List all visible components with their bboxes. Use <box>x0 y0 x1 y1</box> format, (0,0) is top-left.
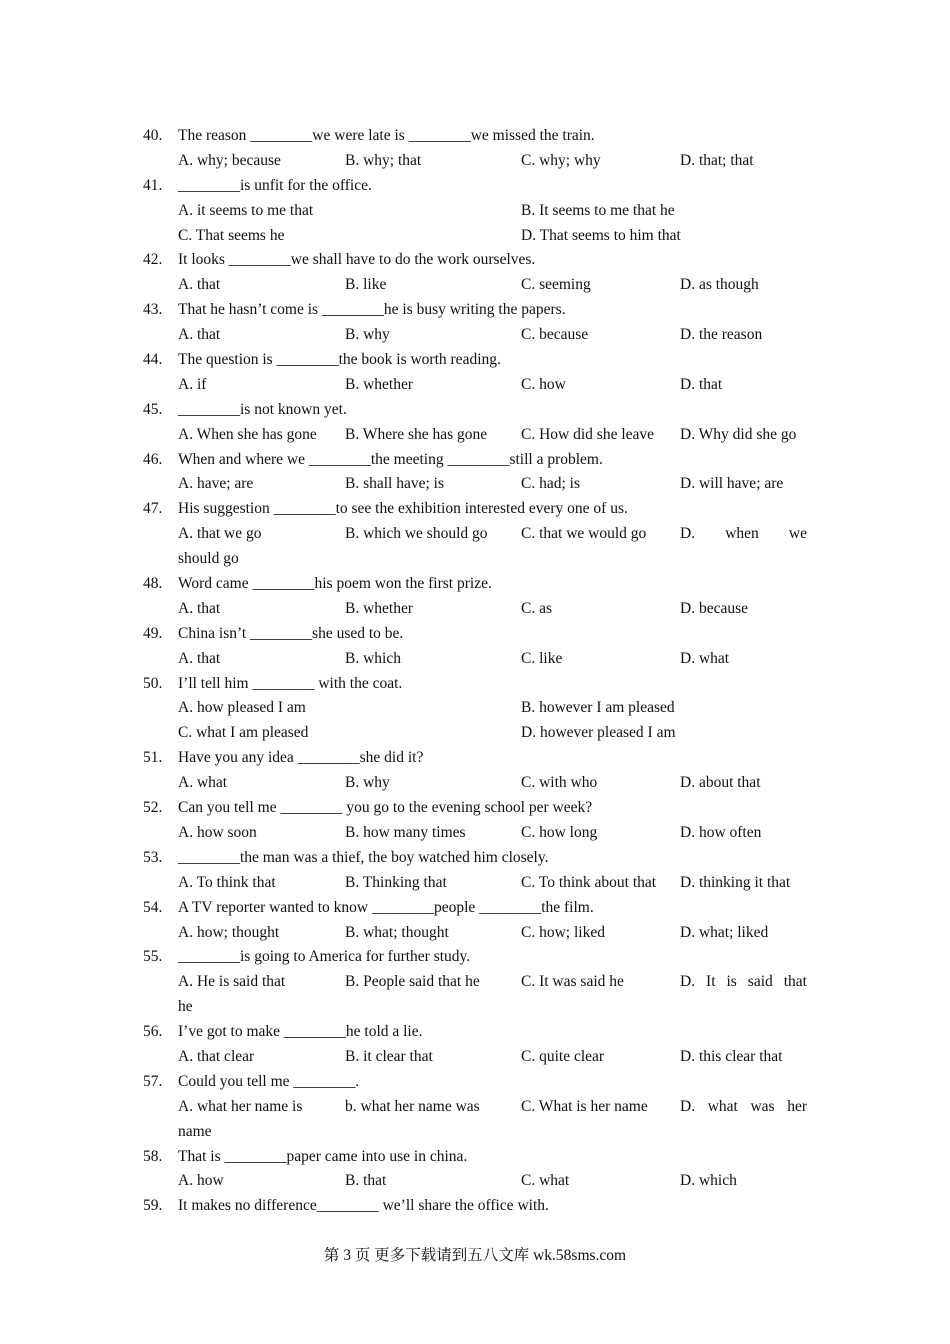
options-wrap-line <box>0 995 950 1020</box>
question-stem-line <box>0 1070 950 1095</box>
option-b: B. whether <box>345 375 414 393</box>
options-line <box>0 1045 950 1070</box>
option-d: D. this clear that <box>680 1047 783 1065</box>
question-number: 47. <box>143 500 163 518</box>
option-c: C. how <box>521 375 566 393</box>
option-c: C. how long <box>521 823 598 841</box>
options-line <box>0 1169 950 1194</box>
question-stem: That he hasn’t come is ________he is busy writing the papers. <box>178 301 566 319</box>
option-b: B. which <box>345 649 401 667</box>
option-a: A. how <box>178 1172 224 1190</box>
question-stem: It makes no difference________ we’ll share the office with. <box>178 1197 549 1215</box>
options-line <box>0 821 950 846</box>
option-a: A. He is said that <box>178 973 286 991</box>
option-b: b. what her name was <box>345 1097 480 1115</box>
question-stem: China isn’t ________she used to be. <box>178 624 404 642</box>
option-d: D. that <box>680 375 723 393</box>
option-b: B. however I am pleased <box>521 699 675 717</box>
options-line <box>0 970 950 995</box>
option-b: B. which we should go <box>345 525 488 543</box>
option-a: A. that <box>178 599 221 617</box>
question-number: 41. <box>143 176 163 194</box>
option-b: B. it clear that <box>345 1047 433 1065</box>
option-d: D. thinking it that <box>680 873 791 891</box>
question-stem: That is ________paper came into use in china. <box>178 1147 468 1165</box>
question-number: 43. <box>143 301 163 319</box>
question-stem: Word came ________his poem won the first prize. <box>178 575 492 593</box>
option-a: A. that <box>178 649 221 667</box>
question-stem: ________is not known yet. <box>178 400 347 418</box>
page-footer: 第 3 页 更多下载请到五八文库 wk.58sms.com <box>323 1247 627 1264</box>
option-d-word: when <box>725 525 759 543</box>
option-a-continued: he <box>178 998 193 1016</box>
option-a: A. what her name is <box>178 1097 303 1115</box>
option-d-word: It <box>706 973 716 991</box>
option-d: D. which <box>680 1172 737 1190</box>
options-line <box>0 273 950 298</box>
options-wrap-line <box>0 547 950 572</box>
question-stem: His suggestion ________to see the exhibition interested every one of us. <box>178 500 628 518</box>
option-d: D. how often <box>680 823 762 841</box>
question-number: 56. <box>143 1023 163 1041</box>
question-stem: The question is ________the book is worth reading. <box>178 351 501 369</box>
option-a: A. how; thought <box>178 923 280 941</box>
question-stem-line <box>0 497 950 522</box>
options-line <box>0 472 950 497</box>
option-b: B. whether <box>345 599 414 617</box>
option-a: A. why; because <box>178 151 281 169</box>
option-c: C. because <box>521 326 589 344</box>
option-c: C. why; why <box>521 151 601 169</box>
question-stem: I’ll tell him ________ with the coat. <box>178 674 403 692</box>
option-c: C. quite clear <box>521 1047 605 1065</box>
option-d-continued: name <box>178 1122 212 1140</box>
options-line <box>0 423 950 448</box>
option-a: A. if <box>178 375 207 393</box>
options-line <box>0 921 950 946</box>
option-c: C. How did she leave <box>521 425 655 443</box>
option-c: C. To think about that <box>521 873 657 891</box>
question-stem: When and where we ________the meeting ________still a problem. <box>178 450 603 468</box>
question-stem-line <box>0 448 950 473</box>
option-a: A. To think that <box>178 873 276 891</box>
question-number: 52. <box>143 799 163 817</box>
options-line <box>0 149 950 174</box>
question-stem: ________the man was a thief, the boy watched him closely. <box>178 848 549 866</box>
question-stem-line <box>0 896 950 921</box>
option-a: A. what <box>178 774 228 792</box>
question-stem-line <box>0 672 950 697</box>
option-b: B. It seems to me that he <box>521 201 675 219</box>
question-stem-line <box>0 1020 950 1045</box>
question-list <box>0 124 950 1219</box>
options-line <box>0 1095 950 1120</box>
question-stem-line <box>0 622 950 647</box>
option-b: B. what; thought <box>345 923 449 941</box>
option-d: D. about that <box>680 774 761 792</box>
question-stem-line <box>0 348 950 373</box>
option-b: B. that <box>345 1172 387 1190</box>
question-number: 58. <box>143 1147 163 1165</box>
question-number: 57. <box>143 1072 163 1090</box>
options-line <box>0 597 950 622</box>
option-c: C. like <box>521 649 563 667</box>
question-stem: The reason ________we were late is ________we missed the train. <box>178 127 595 144</box>
option-d-word: said <box>747 973 773 991</box>
option-c: C. with who <box>521 774 598 792</box>
question-stem: ________is going to America for further study. <box>178 948 471 966</box>
option-b: B. why <box>345 774 390 792</box>
option-a: A. how pleased I am <box>178 699 306 717</box>
question-stem: Can you tell me ________ you go to the evening school per week? <box>178 799 593 817</box>
option-a: A. it seems to me that <box>178 201 314 219</box>
option-d <box>680 1095 807 1120</box>
question-number: 53. <box>143 848 163 866</box>
option-a: A. that <box>178 326 221 344</box>
question-stem: A TV reporter wanted to know ________people ________the film. <box>178 898 594 916</box>
options-line <box>0 224 950 249</box>
question-stem-line <box>0 945 950 970</box>
option-d-word: we <box>788 525 807 543</box>
question-stem: It looks ________we shall have to do the work ourselves. <box>178 251 536 269</box>
option-c: C. What is her name <box>521 1097 648 1115</box>
option-d: D. that; that <box>680 151 754 169</box>
option-d-continued: should go <box>178 550 239 568</box>
option-a: A. have; are <box>178 475 254 493</box>
option-c: C. had; is <box>521 475 580 493</box>
option-c: C. what <box>521 1172 570 1190</box>
option-d: D. That seems to him that <box>521 226 681 244</box>
option-a: A. how soon <box>178 823 257 841</box>
question-stem-line <box>0 298 950 323</box>
option-b: B. like <box>345 276 387 294</box>
question-number: 59. <box>143 1197 163 1215</box>
question-stem: Have you any idea ________she did it? <box>178 749 424 767</box>
question-stem-line <box>0 124 950 149</box>
option-d: D. because <box>680 599 748 617</box>
option-d-word: her <box>787 1097 807 1115</box>
options-wrap-line <box>0 1120 950 1145</box>
question-stem: I’ve got to make ________he told a lie. <box>178 1023 423 1041</box>
question-stem-line <box>0 174 950 199</box>
question-number: 44. <box>143 351 163 369</box>
option-d: D. the reason <box>680 326 763 344</box>
option-c: C. That seems he <box>178 226 285 244</box>
question-number: 55. <box>143 948 163 966</box>
option-a: A. that <box>178 276 221 294</box>
options-line <box>0 323 950 348</box>
question-number: 42. <box>143 251 163 269</box>
question-stem-line <box>0 746 950 771</box>
option-a: A. When she has gone <box>178 425 317 443</box>
option-d: D. however pleased I am <box>521 724 676 742</box>
option-d: D. will have; are <box>680 475 784 493</box>
option-d: D. what <box>680 649 730 667</box>
options-line <box>0 721 950 746</box>
option-c: C. how; liked <box>521 923 605 941</box>
question-stem-line <box>0 1194 950 1219</box>
options-line <box>0 696 950 721</box>
question-stem-line <box>0 398 950 423</box>
question-number: 48. <box>143 575 163 593</box>
option-d: D. what; liked <box>680 923 769 941</box>
option-d <box>680 522 807 547</box>
option-d-word: what <box>707 1097 738 1115</box>
option-b: B. Where she has gone <box>345 425 488 443</box>
option-c: C. It was said he <box>521 973 624 991</box>
question-number: 51. <box>143 749 163 767</box>
question-stem-line <box>0 1145 950 1170</box>
option-b: B. People said that he <box>345 973 480 991</box>
option-c: C. that we would go <box>521 525 647 543</box>
options-line <box>0 771 950 796</box>
question-stem: Could you tell me ________. <box>178 1072 360 1090</box>
option-d <box>680 970 807 995</box>
option-c: C. what I am pleased <box>178 724 309 742</box>
question-stem: ________is unfit for the office. <box>178 176 372 194</box>
option-a: A. that we go <box>178 525 262 543</box>
option-b: B. shall have; is <box>345 475 445 493</box>
option-d: D. Why did she go <box>680 425 797 443</box>
option-d-word: D. <box>680 973 696 991</box>
question-number: 54. <box>143 898 163 916</box>
options-line <box>0 373 950 398</box>
options-line <box>0 871 950 896</box>
question-stem-line <box>0 248 950 273</box>
options-line <box>0 199 950 224</box>
question-number: 40. <box>143 127 163 144</box>
question-stem-line <box>0 846 950 871</box>
option-b: B. why <box>345 326 390 344</box>
option-d-word: D. <box>680 1097 696 1115</box>
option-a: A. that clear <box>178 1047 255 1065</box>
question-number: 49. <box>143 624 163 642</box>
question-number: 45. <box>143 400 163 418</box>
options-line <box>0 647 950 672</box>
option-b: B. why; that <box>345 151 422 169</box>
option-d-word: that <box>783 973 807 991</box>
options-line <box>0 522 950 547</box>
option-d-word: D. <box>680 525 696 543</box>
option-d: D. as though <box>680 276 759 294</box>
option-c: C. seeming <box>521 276 591 294</box>
option-b: B. Thinking that <box>345 873 447 891</box>
question-number: 50. <box>143 674 163 692</box>
question-stem-line <box>0 572 950 597</box>
question-stem-line <box>0 796 950 821</box>
question-number: 46. <box>143 450 163 468</box>
option-d-word: is <box>726 973 737 991</box>
option-b: B. how many times <box>345 823 466 841</box>
option-c: C. as <box>521 599 552 617</box>
option-d-word: was <box>750 1097 775 1115</box>
